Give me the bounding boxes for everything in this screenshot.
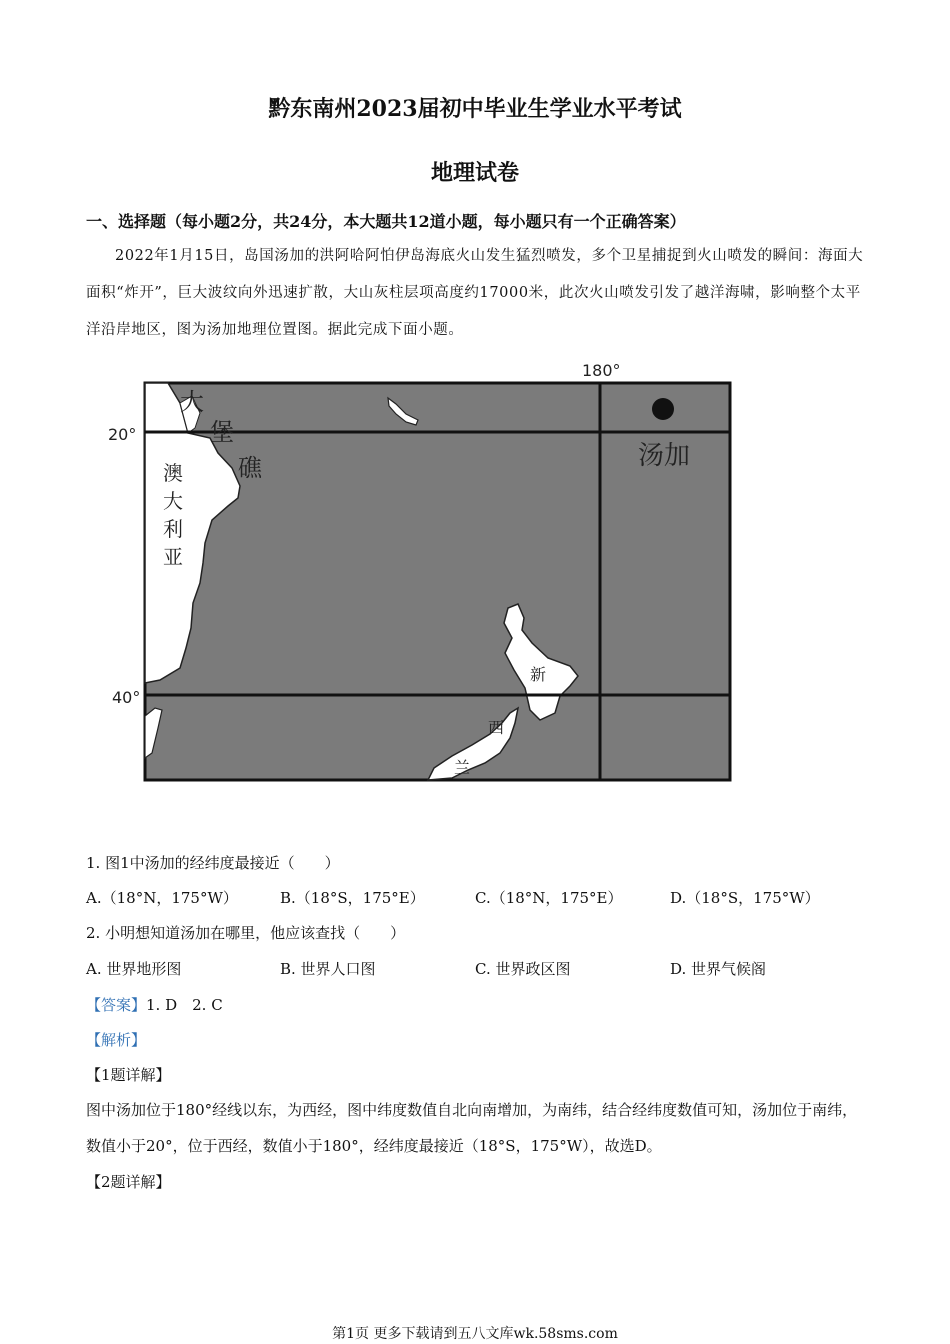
tonga-label: 汤加 bbox=[638, 441, 691, 471]
reef-char-1: 大 bbox=[180, 388, 204, 416]
nz-char-2: 西 bbox=[488, 718, 505, 737]
label-40: 40° bbox=[112, 688, 141, 707]
q1-detail-text: 图中汤加位于180°经线以东，为西经，图中纬度数值自北向南增加，为南纬，结合经纬度数值可知，汤加位于南纬，数值小于20°，位于西经，数值小于180°，经纬度最接近（18°S，175°W），故选D。 bbox=[86, 1101, 858, 1155]
aus-char-1: 澳 bbox=[163, 461, 183, 485]
label-180: 180° bbox=[582, 361, 621, 380]
aus-char-2: 大 bbox=[163, 489, 183, 513]
nz-char-1: 新 bbox=[530, 665, 547, 684]
answer-value: 1. D 2. C bbox=[146, 996, 223, 1014]
q2-option-d: D. 世界气候阁 bbox=[670, 960, 767, 978]
q1-option-b: B.（18°S，175°E） bbox=[280, 889, 425, 907]
aus-char-3: 利 bbox=[163, 517, 183, 541]
tonga-marker bbox=[652, 398, 674, 420]
label-20: 20° bbox=[108, 425, 137, 444]
q1-option-a: A.（18°N，175°W） bbox=[86, 889, 238, 907]
answer-label: 【答案】 bbox=[86, 996, 147, 1014]
tonga-location-map bbox=[100, 358, 750, 788]
q1-detail-label: 【1题详解】 bbox=[86, 1066, 171, 1084]
analysis-label: 【解析】 bbox=[86, 1031, 147, 1049]
intro-paragraph: 2022年1月15日，岛国汤加的洪阿哈阿怕伊岛海底火山发生猛烈喷发，多个卫星捕捉到火山喷发的瞬间：海面大面积“炸开”，巨大波纹向外迅速扩散，大山灰柱层项高度约17000米，此次火山喷发引发了越洋海啸，影响整个太平洋沿岸地区，图为汤加地理位置图。据此完成下面小题。 bbox=[86, 248, 864, 338]
q2-detail-label: 【2题详解】 bbox=[86, 1173, 171, 1191]
q2-option-c: C. 世界政区图 bbox=[475, 960, 571, 978]
aus-char-4: 亚 bbox=[163, 545, 183, 569]
page-footer: 第1页 更多下载请到五八文库wk.58sms.com bbox=[332, 1326, 618, 1342]
exam-subtitle: 地理试卷 bbox=[430, 160, 519, 186]
question-2-stem: 2. 小明想知道汤加在哪里，他应该查找（ ） bbox=[86, 924, 406, 942]
q1-option-c: C.（18°N，175°E） bbox=[475, 889, 623, 907]
q2-option-b: B. 世界人口图 bbox=[280, 960, 376, 978]
answer-line bbox=[86, 994, 223, 1015]
nz-char-3: 兰 bbox=[454, 758, 471, 777]
section-heading: 一、选择题（每小题2分，共24分，本大题共12道小题，每小题只有一个正确答案） bbox=[86, 212, 686, 231]
q1-option-d: D.（18°S，175°W） bbox=[670, 889, 820, 907]
exam-title: 黔东南州2023届初中毕业生学业水平考试 bbox=[268, 96, 682, 122]
reef-char-2: 堡 bbox=[210, 418, 234, 446]
q2-option-a: A. 世界地形图 bbox=[86, 960, 182, 978]
reef-char-3: 礁 bbox=[238, 454, 262, 482]
question-1-stem: 1. 图1中汤加的经纬度最接近（ ） bbox=[86, 854, 340, 872]
